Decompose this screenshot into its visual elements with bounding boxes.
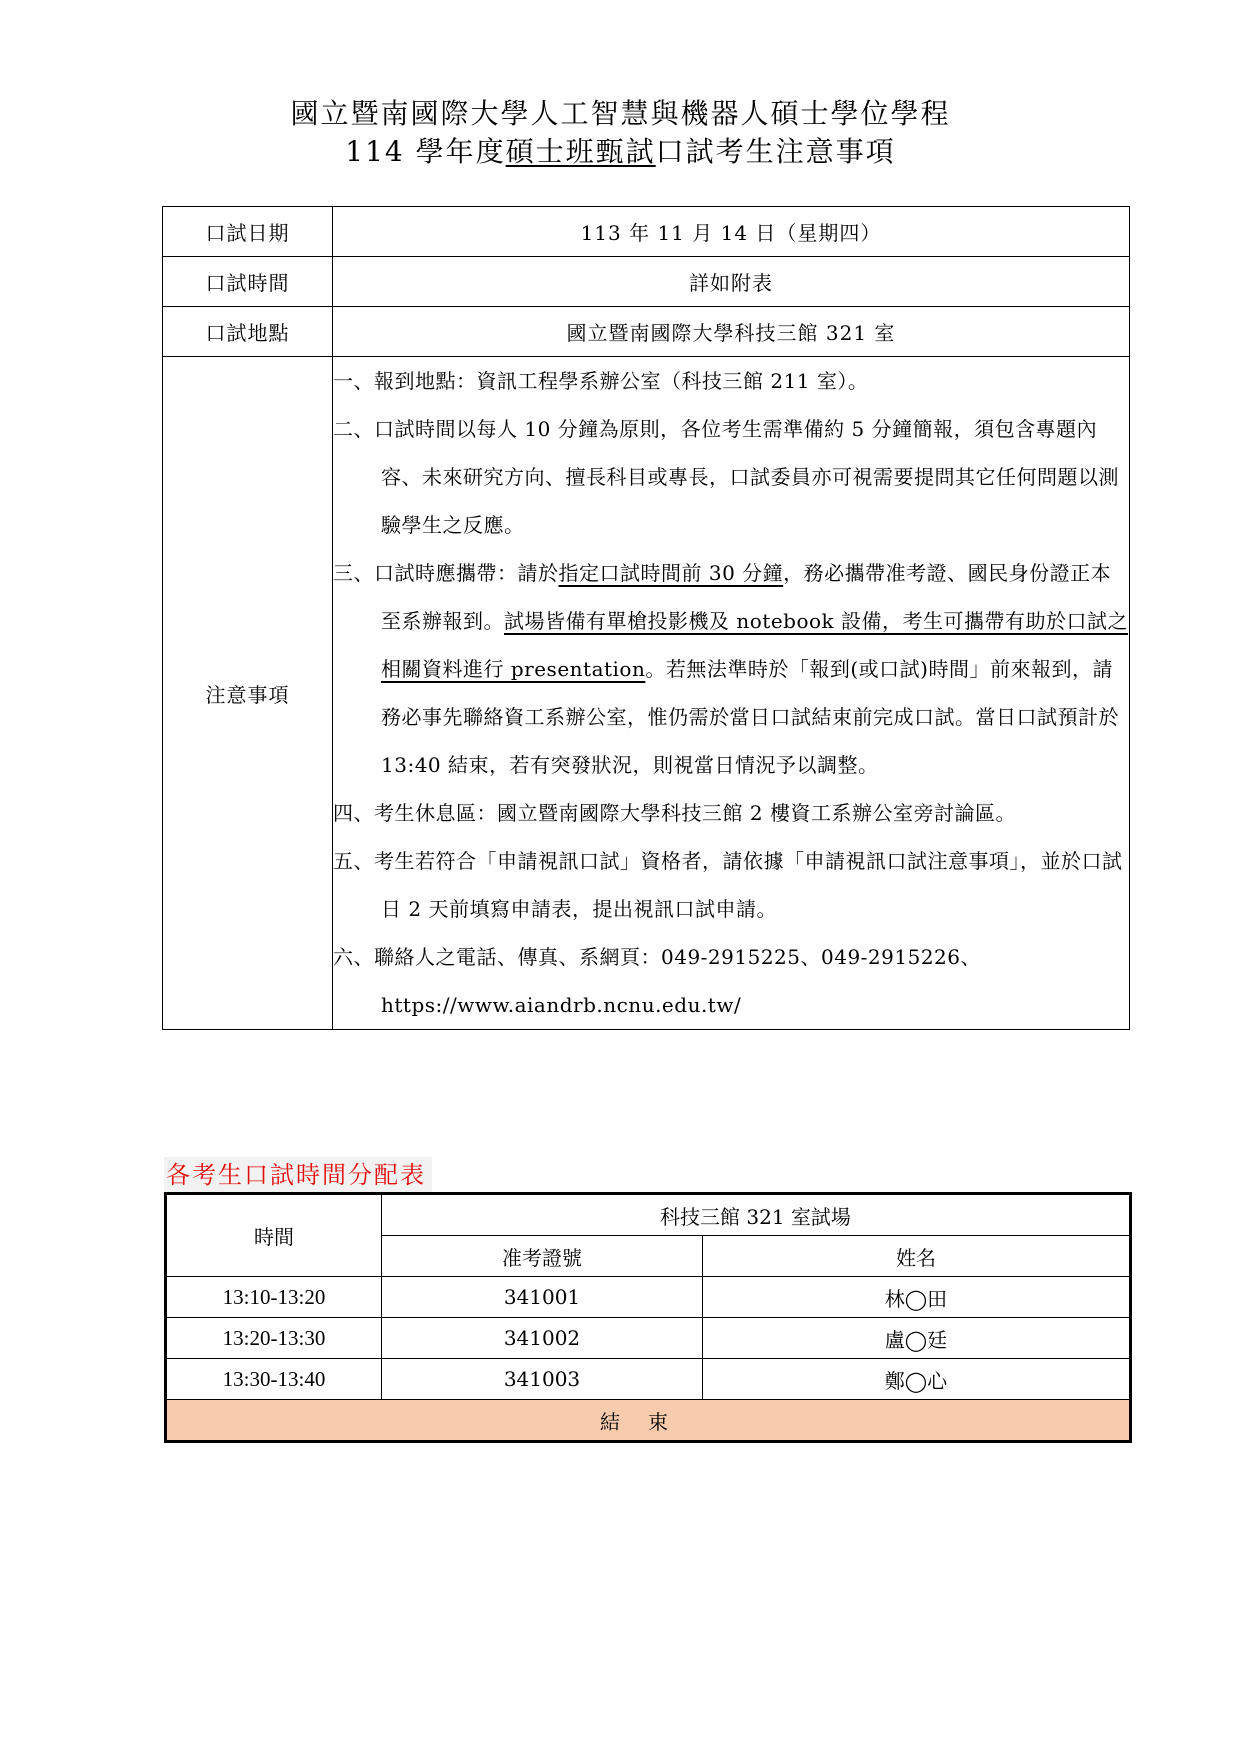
date-row <box>163 207 1130 257</box>
place-row <box>163 307 1130 357</box>
candidate-id: 341001 <box>382 1277 703 1318</box>
time-header: 時間 <box>166 1194 382 1277</box>
date-label: 口試日期 <box>163 207 333 257</box>
room-header: 科技三館 321 室試場 <box>382 1194 1131 1236</box>
subtitle-suffix: 口試考生注意事項 <box>655 135 896 168</box>
schedule-table <box>164 1192 1132 1443</box>
place-label: 口試地點 <box>163 307 333 357</box>
slot-time: 13:10-13:20 <box>166 1277 382 1318</box>
id-header: 准考證號 <box>382 1236 703 1277</box>
candidate-name: 盧◯廷 <box>703 1318 1131 1359</box>
candidate-name: 林◯田 <box>703 1277 1131 1318</box>
notes-label: 注意事項 <box>163 357 333 1030</box>
slot-time: 13:20-13:30 <box>166 1318 382 1359</box>
note-3-deadline: 指定口試時間前 30 分鐘 <box>558 561 784 585</box>
notes-row <box>163 357 1130 1030</box>
note-item-3 <box>333 549 1129 789</box>
document-title: 國立暨南國際大學人工智慧與機器人碩士學位學程 <box>290 97 951 130</box>
notes-content <box>333 357 1130 1030</box>
note-item-1: 一、報到地點：資訊工程學系辦公室（科技三館 211 室）。 <box>333 369 869 393</box>
slot-time: 13:30-13:40 <box>166 1359 382 1400</box>
time-value: 詳如附表 <box>333 257 1130 307</box>
place-value: 國立暨南國際大學科技三館 321 室 <box>333 307 1130 357</box>
note-3-equipment: 試場皆備有單槍投影機及 notebook 設備，考生可攜帶有助於口試之相關資料進行 presentation <box>381 609 1129 681</box>
table-row <box>166 1359 1131 1400</box>
table-row <box>166 1277 1131 1318</box>
candidate-id: 341002 <box>382 1318 703 1359</box>
document-subtitle <box>0 132 1241 172</box>
end-label: 結束 <box>166 1400 1131 1442</box>
candidate-name: 鄭◯心 <box>703 1359 1131 1400</box>
info-table <box>162 206 1130 1030</box>
note-item-4: 四、考生休息區：國立暨南國際大學科技三館 2 樓資工系辦公室旁討論區。 <box>333 801 1016 825</box>
schedule-title: 各考生口試時間分配表 <box>164 1157 432 1193</box>
note-3-text-a: 三、口試時應攜帶：請於 <box>333 561 559 585</box>
end-row <box>166 1400 1131 1442</box>
note-item-2: 二、口試時間以每人 10 分鐘為原則，各位考生需準備約 5 分鐘簡報，須包含專題內容、未來研究方向、擅長科目或專長，口試委員亦可視需要提問其它任何問題以測驗學生之反應。 <box>333 417 1119 537</box>
time-row <box>163 257 1130 307</box>
candidate-id: 341003 <box>382 1359 703 1400</box>
date-value: 113 年 11 月 14 日（星期四） <box>333 207 1130 257</box>
note-3-text-e: 。若無法準時於「報到(或口試)時間」前來報到，請務必事先聯絡資工系辦公室，惟仍需於當日口試結束前完成口試。當日口試預計於 13:40 結束，若有突發狀況，則視當日情況予以調整。 <box>381 657 1119 777</box>
name-header: 姓名 <box>703 1236 1131 1277</box>
note-3-text-c: ，務必攜帶准考證、國民身份證正本至系辦報到。 <box>381 561 1112 633</box>
time-label: 口試時間 <box>163 257 333 307</box>
table-row <box>166 1318 1131 1359</box>
schedule-header-row <box>166 1194 1131 1236</box>
note-item-5: 五、考生若符合「申請視訊口試」資格者，請依據「申請視訊口試注意事項」，並於口試日 2 天前填寫申請表，提出視訊口試申請。 <box>333 849 1123 921</box>
subtitle-year: 114 學年度 <box>345 135 506 168</box>
subtitle-program: 碩士班甄試 <box>505 135 656 168</box>
note-item-6: 六、聯絡人之電話、傳真、系網頁：049-2915225、049-2915226、https://www.aiandrb.ncnu.edu.tw/ <box>333 945 982 1017</box>
